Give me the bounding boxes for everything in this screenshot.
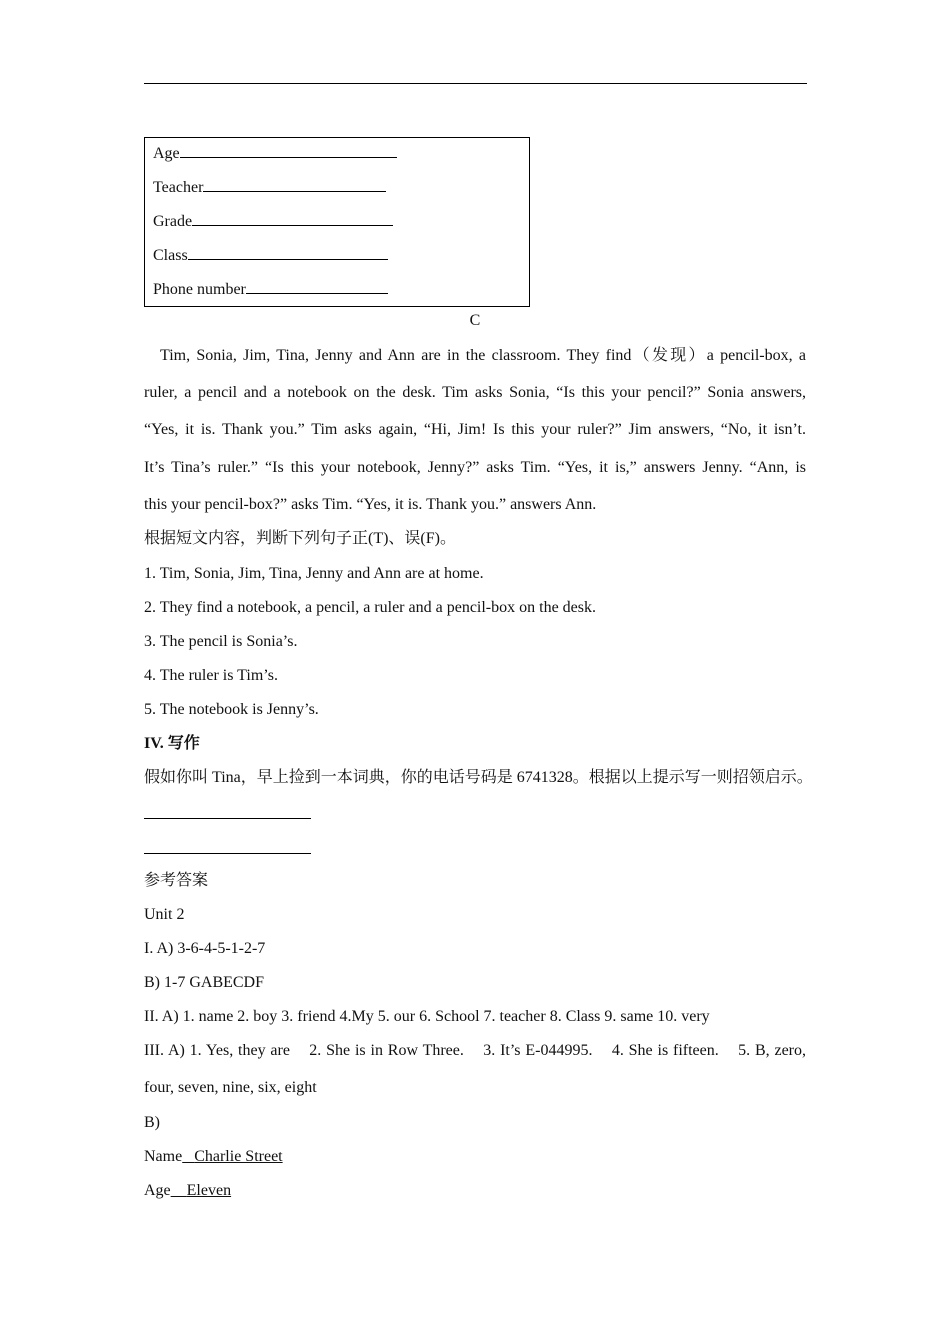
answer-line-2: B) 1-7 GABECDF	[144, 974, 265, 991]
header-rule	[144, 83, 807, 84]
answer-name-pad	[182, 1148, 194, 1165]
answers-unit: Unit 2	[144, 906, 185, 923]
form-phone-label: Phone number	[153, 281, 246, 298]
form-grade-row	[153, 210, 393, 232]
form-age-blank	[180, 142, 397, 158]
passage-line-4: It’s Tina’s ruler.” “Is this your notebook, Jenny?” asks Tim. “Yes, it is,” answers Jenny. “Ann, is	[144, 459, 806, 476]
form-class-label: Class	[153, 247, 188, 264]
form-class-row	[153, 244, 388, 266]
info-form-box	[144, 137, 530, 307]
question-4: 4. The ruler is Tim’s.	[144, 667, 278, 684]
passage-line-5: this your pencil-box?” asks Tim. “Yes, it is. Thank you.” answers Ann.	[144, 496, 597, 513]
question-3: 3. The pencil is Sonia’s.	[144, 633, 298, 650]
passage-line-3: “Yes, it is. Thank you.” Tim asks again, “Hi, Jim! Is this your ruler?” Jim answers, “No, it isn’t.	[144, 421, 806, 438]
form-teacher-label: Teacher	[153, 179, 204, 196]
answer-age-label: Age	[144, 1182, 171, 1199]
passage-line-1: Tim, Sonia, Jim, Tina, Jenny and Ann are in the classroom. They find（发现）a pencil-box, a	[160, 347, 806, 364]
answer-line-3: II. A) 1. name 2. boy 3. friend 4.My 5. our 6. School 7. teacher 8. Class 9. same 10. very	[144, 1008, 710, 1025]
form-grade-label: Grade	[153, 213, 193, 230]
answer-name-label: Name	[144, 1148, 183, 1165]
form-class-blank	[188, 244, 388, 260]
answer-name-row	[144, 1146, 283, 1168]
answer-age-pad	[171, 1182, 187, 1199]
form-phone-row	[153, 278, 388, 300]
answer-age-row	[144, 1180, 231, 1202]
form-age-label: Age	[153, 145, 180, 162]
section-c-label: C	[469, 312, 481, 329]
passage-line-2: ruler, a pencil and a notebook on the desk. Tim asks Sonia, “Is this your pencil?” Sonia answers,	[144, 384, 806, 401]
answer-name-value: Charlie Street	[194, 1148, 283, 1165]
writing-heading: IV. 写作	[144, 735, 200, 752]
answer-line-5: four, seven, nine, six, eight	[144, 1079, 317, 1096]
form-age-row	[153, 142, 397, 164]
tf-instruction: 根据短文内容，判断下列句子正(T)、误(F)。	[144, 530, 456, 547]
writing-blank-2	[144, 853, 311, 854]
answers-heading: 参考答案	[144, 872, 209, 889]
form-grade-blank	[192, 210, 393, 226]
question-2: 2. They find a notebook, a pencil, a ruler and a pencil-box on the desk.	[144, 599, 597, 616]
question-5: 5. The notebook is Jenny’s.	[144, 701, 319, 718]
writing-blank-1	[144, 818, 311, 819]
answer-age-value: Eleven	[186, 1182, 232, 1199]
question-1: 1. Tim, Sonia, Jim, Tina, Jenny and Ann are at home.	[144, 565, 484, 582]
answer-line-1: I. A) 3-6-4-5-1-2-7	[144, 940, 266, 957]
writing-prompt: 假如你叫 Tina，早上捡到一本词典，你的电话号码是 6741328。根据以上提示写一则招领启示。	[144, 769, 813, 786]
answer-line-6: B)	[144, 1114, 160, 1131]
form-phone-blank	[246, 278, 388, 294]
answer-line-4: III. A) 1. Yes, they are 2. She is in Row Three. 3. It’s E-044995. 4. She is fifteen. 5. B, zero,	[144, 1042, 806, 1059]
form-teacher-blank	[203, 176, 386, 192]
form-teacher-row	[153, 176, 386, 198]
